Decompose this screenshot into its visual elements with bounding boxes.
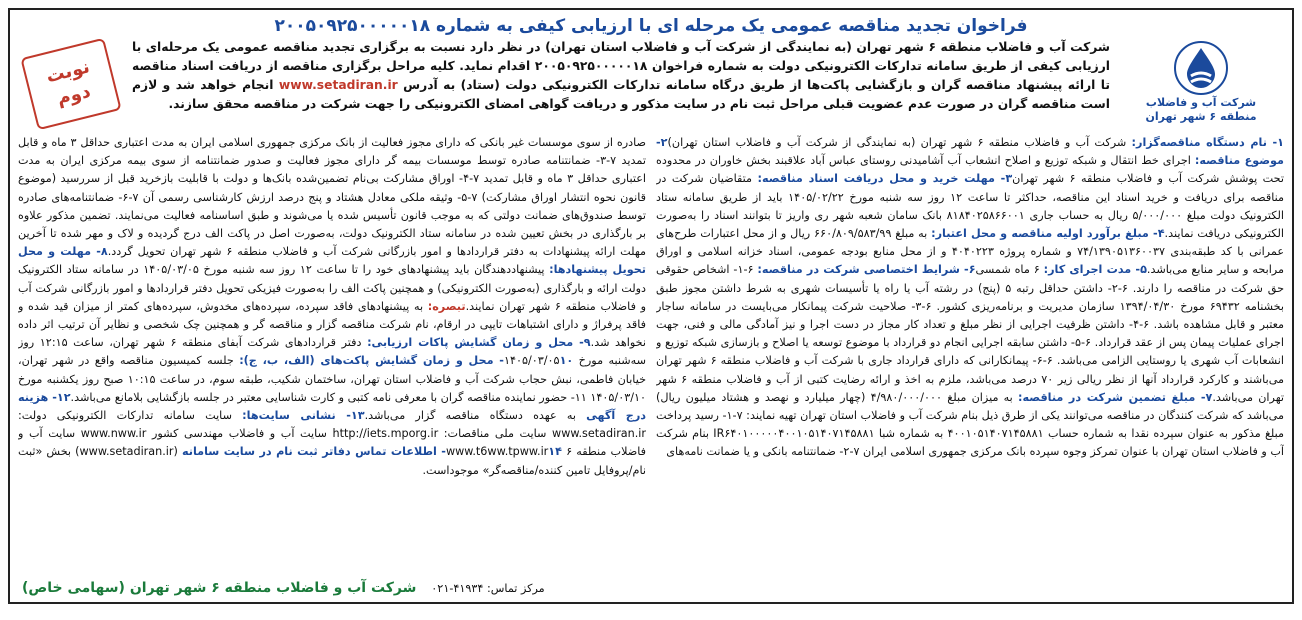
clause-heading: ۲- موضوع مناقصه: <box>656 136 1284 168</box>
clause-heading: تبصره: <box>427 299 466 313</box>
clause <box>18 445 646 476</box>
clause-heading: ۱۴- اطلاعات تماس دفاتر ثبت نام در سایت سامانه <box>181 445 562 459</box>
clause-text: ۶-۱- اشخاص حقوقی حق شرکت در مناقصه را دارند. ۶-۲- داشتن حداقل رتبه ۵ (پنج) در رشته آب یا راه یا تأسیسات شهری به شرط داشتن مجوز طبق بخشنامه ۶۹۴۳۲ مورخ ۱۳۹۴/۰۴/۳۰ سازمان مدیریت و برنامه‌ریزی کشور. ۶-۳- صلاحیت شرکت پیمانکار می‌بایست در سامانه ساجار معتبر و قابل مشاهده باشد. ۶-۴- داشتن ظرفیت اجرایی از نظر مبلغ و تعداد کار مجاز در دست اجرا و نیز آمادگی مالی و فنی، جهت اجرای عملیات پیمان پس از عقد قرارداد. ۶-۵- داشتن سابقه اجرایی انجام دو قرارداد با موضوع توسعه یا اصلاح و بازسازی شبکه توزیع و انشعابات آب شهری یا روستایی الزامی می‌باشد. ۶-۶- پیمانکارانی که دارای قرارداد جاری با شرکت آب و فاضلاب منطقه ۶ شهر تهران می‌باشند و کارکرد قرارداد آنها از نظر ریالی زیر ۷۰ درصد می‌باشد، ملزم به اخذ و ارائه رضایت کتبی از آب و فاضلاب منطقه ۶ شهر تهران می‌باشد. <box>656 263 1284 404</box>
stamp-box <box>16 38 126 130</box>
clause <box>18 136 646 258</box>
stamp-line2: دوم <box>54 80 93 110</box>
clause-text: به مبلغ ۶۶۰/۸۰۹/۵۸۳/۹۹ ریال و از محل اعتبارات طرح‌های عمرانی با کد طبقه‌بندی ۷۴/۱۳۹۰۵۱۳۶۰۰۳۷ و شماره پروژه ۴۰۴۰۲۲۳ و از محل منابع بودجه عمومی، اسناد خزانه اسلامی و اوراق مرابحه و سایر منابع می‌باشد. <box>656 227 1284 277</box>
company-logo <box>1116 38 1286 130</box>
clause-heading: ۸- مهلت و محل تحویل پیشنهادها: <box>18 245 646 277</box>
clause-text: صادره از سوی موسسات غیر بانکی که دارای مجوز فعالیت از بانک مرکزی جمهوری اسلامی ایران به مدت اعتباری حداقل ۳ ماه و قابل تمدید ۷-۳- ضمانتنامه صادره توسط موسسات بیمه گر دارای مجوز فعالیت و صدور ضمانتنامه از سوی بیمه مرکزی ایران به مدت اعتباری حداقل ۳ ماه و قابل تمدید ۷-۴- اوراق مشارکت بی‌نام تضمین‌شده بانک‌ها و دولت با قابلیت بازخرید قبل از سررسید (موضوع قانون نحوه انتشار اوراق مشارکت) ۷-۵- وثیقه ملکی معادل هشتاد و پنج درصد ارزش کارشناسی رسمی آن ۷-۶- ضمانتنامه‌های صادره توسط صندوق‌های ضمانت دولتی که به موجب قانون تأسیس شده یا می‌شوند و طبق اساسنامه فعالیت می‌نمایند. تضمین مذکور علاوه بر بارگذاری در بخش تعیین شده در سامانه ستاد الکترونیک دولت، به‌صورت اصل در پاکت الف درج گردیده و لاک و مهر شده تا آخرین مهلت ارائه پیشنهادات به دفتر قراردادها و امور بازرگانی شرکت آب و فاضلاب منطقه ۶ شهر تهران تحویل گردد. <box>18 136 646 259</box>
tender-notice <box>8 8 1294 604</box>
logo-name-line2: منطقه ۶ شهر تهران <box>1145 110 1257 123</box>
intro-text: شرکت آب و فاضلاب منطقه ۶ شهر تهران (به نمایندگی از شرکت آب و فاضلاب استان تهران) در نظر دارد نسبت به برگزاری تجدید مناقصه عمومی یک مرحله‌ای با ارزیابی کیفی از طریق سامانه تدارکات الکترونیکی دولت به شماره فراخوان ۲۰۰۵۰۹۲۵۰۰۰۰۰۱۸ اقدام نماید. کلیه مراحل برگزاری مناقصه از دریافت اسناد مناقصه تا ارائه پیشنهاد مناقصه گران و بازگشایی پاکت‌ها از طریق درگاه سامانه تدارکات الکترونیکی دولت (ستاد) به آدرس <box>132 40 1111 92</box>
clause-heading: ۴- مبلغ برآورد اولیه مناقصه و محل اعتبار: <box>931 227 1165 241</box>
clause-heading: ۹- محل و زمان گشایش پاکات ارزیابی: <box>367 336 591 350</box>
clause-heading: ۷- مبلغ تضمین شرکت در مناقصه: <box>1018 390 1213 404</box>
clause <box>668 136 1285 149</box>
logo-name-line1: شرکت آب و فاضلاب <box>1145 96 1257 109</box>
clause-text: سایت سامانه تدارکات الکترونیکی دولت: www.setadiran.ir سایت ملی مناقصات: http://iets.mporg.ir سایت آب و فاضلاب مهندسی کشور www.nww.ir سایت آب و فاضلاب منطقه ۶ www.t6ww.tpww.ir <box>18 409 646 459</box>
right-column <box>656 134 1284 604</box>
left-column <box>18 134 646 604</box>
footer-company: شرکت آب و فاضلاب منطقه ۶ شهر تهران (سهامی خاص) <box>22 580 417 596</box>
clause-heading: ۱۳- نشانی سایت‌ها: <box>242 409 365 423</box>
clause-heading: ۱۰- محل و زمان گشایش پاکت‌های (الف، ب، ج): <box>239 354 574 368</box>
clause-text: (www.setadiran.ir) بخش «ثبت نام/پروفایل تامین کننده/مناقصه‌گر» موجوداست. <box>18 445 646 477</box>
stamp-line1: نوبت <box>44 56 92 88</box>
clause-text: به پیشنهادهای فاقد سپرده، سپرده‌های مخدوش، سپرده‌های کمتر از میزان قید شده و فاقد پرفراژ و دارای اشتباهات تایپی در ارقام، نام شرکت مناقصه گزار و مناقصه گر و همچنین چک شخصی و نظایر آن ترتیب اثر داده نخواهد شد. <box>18 299 646 350</box>
clause <box>976 263 1147 276</box>
clause-heading: ۶- شرایط اختصاصی شرکت در مناقصه: <box>757 263 976 277</box>
clause-text: جلسه کمیسیون مناقصه واقع در شهر تهران، خیابان فاطمی، نبش حجاب شرکت آب و فاضلاب استان تهران، ساختمان شکیب، طبقه سوم، در ساعت ۱۰:۱۵ صبح روز یکشنبه مورخ ۱۴۰۵/۰۳/۱۰ ۱۱- حضور نماینده مناقصه گران با معرفی نامه کتبی و کارت شناسایی معتبر در جلسه بازگشایی بلامانع می‌باشد. <box>18 354 646 404</box>
intro-paragraph <box>126 38 1116 130</box>
second-round-stamp <box>20 38 121 131</box>
clause-heading: ۱- نام دستگاه مناقصه‌گزار: <box>1131 136 1284 149</box>
clause-text: اجرای خط انتقال و شبکه توزیع و اصلاح انشعاب آب آشامیدنی روستای عباس آباد علاقبند بخش خاوران در محدوده تحت پوشش شرکت آب و فاضلاب منطقه ۶ شهر تهران <box>656 154 1284 186</box>
intro-text-2: انجام خواهد شد و لازم است مناقصه گران در صورت عدم عضویت قبلی مراحل ثبت نام در سایت مذکور و دریافت گواهی امضای الکترونیکی را جهت شرکت در مناقصه محقق سازند. <box>132 78 1110 111</box>
clause-text: شرکت آب و فاضلاب منطقه ۶ شهر تهران (به نمایندگی از شرکت آب و فاضلاب استان تهران) <box>667 136 1132 149</box>
clause-heading: ۵- مدت اجرای کار: <box>1043 263 1147 277</box>
clause-text: ۶ ماه شمسی <box>975 263 1044 277</box>
clause-text: دفتر قراردادهای شرکت آبفای منطقه ۶ شهر تهران، ساعت ۱۲:۱۵ روز سه‌شنبه مورخ ۱۴۰۵/۰۳/۰۵ <box>18 336 646 368</box>
clause-text: به میزان مبلغ ۴/۹۸۰/۰۰۰/۰۰۰ (چهار میلیارد و نهصد و هشتاد میلیون ریال) می‌باشد که شرکت کنندگان در مناقصه می‌توانند یکی از طرق ذیل بنام شرکت آب و فاضلاب استان تهران تهیه نمایند: ۷-۱- رسید پرداخت مبلغ مذکور به عنوان سپرده نقدا به شماره حساب ۴۰۰۱۰۵۱۴۰۷۱۴۵۸۸۱ به شماره شبا IR۶۴۰۱۰۰۰۰۰۴۰۰۱۰۵۱۴۰۷۱۴۵۸۸۱ بنام شرکت آب و فاضلاب استان تهران با عنوان تمرکز وجوه سپرده بانک مرکزی جمهوری اسلامی ایران ۷-۲- ضمانتنامه بانکی و یا ضمانت نامه‌های <box>656 390 1284 459</box>
setad-url[interactable]: www.setadiran.ir <box>278 78 398 92</box>
clause-text: به عهده دستگاه مناقصه گزار می‌باشد. <box>364 409 587 423</box>
water-drop-logo-icon <box>1169 40 1233 96</box>
header-row <box>10 38 1292 130</box>
contact-phone: مرکز تماس: ۴۱۹۳۴-۰۲۱ <box>431 582 545 595</box>
footer <box>22 580 545 596</box>
clause-text: متقاضیان شرکت در مناقصه برای دریافت و خرید اسناد این مناقصه، حداکثر تا ساعت ۱۲ روز سه شنبه مورخ ۱۴۰۵/۰۲/۲۲ باید از طریق سامانه ستاد الکترونیک دولت مبلغ ۵/۰۰۰/۰۰۰ ریال به حساب جاری ۸۱۸۴۰۲۵۸۶۶۰۰۱ بانک سامان شعبه شهر ری واریز تا بتوانند اسناد را به‌صورت الکترونیکی دریافت نمایند. <box>656 172 1284 241</box>
notice-title: فراخوان تجدید مناقصه عمومی یک مرحله ای با ارزیابی کیفی به شماره ۲۰۰۵۰۹۲۵۰۰۰۰۰۱۸ <box>274 16 1028 36</box>
clause <box>656 391 1284 459</box>
clause <box>656 263 1284 403</box>
clause-heading: ۱۲- هزینه درج آگهی <box>18 390 646 423</box>
body-columns <box>10 130 1292 604</box>
clause-text: پیشنهاددهندگان باید پیشنهادهای خود را تا ساعت ۱۲ روز سه شنبه مورخ ۱۴۰۵/۰۳/۰۵ در سامانه ستاد الکترونیک دولت ارائه و بارگذاری (به‌صورت الکترونیکی) و همچنین پاکت الف را به‌صورت فیزیکی تحویل دفتر قراردادها و امور بازرگانی شرکت آب و فاضلاب منطقه ۶ شهر تهران نمایند. <box>18 263 646 313</box>
clause-heading: ۳- مهلت خرید و محل دریافت اسناد مناقصه: <box>757 172 1013 186</box>
